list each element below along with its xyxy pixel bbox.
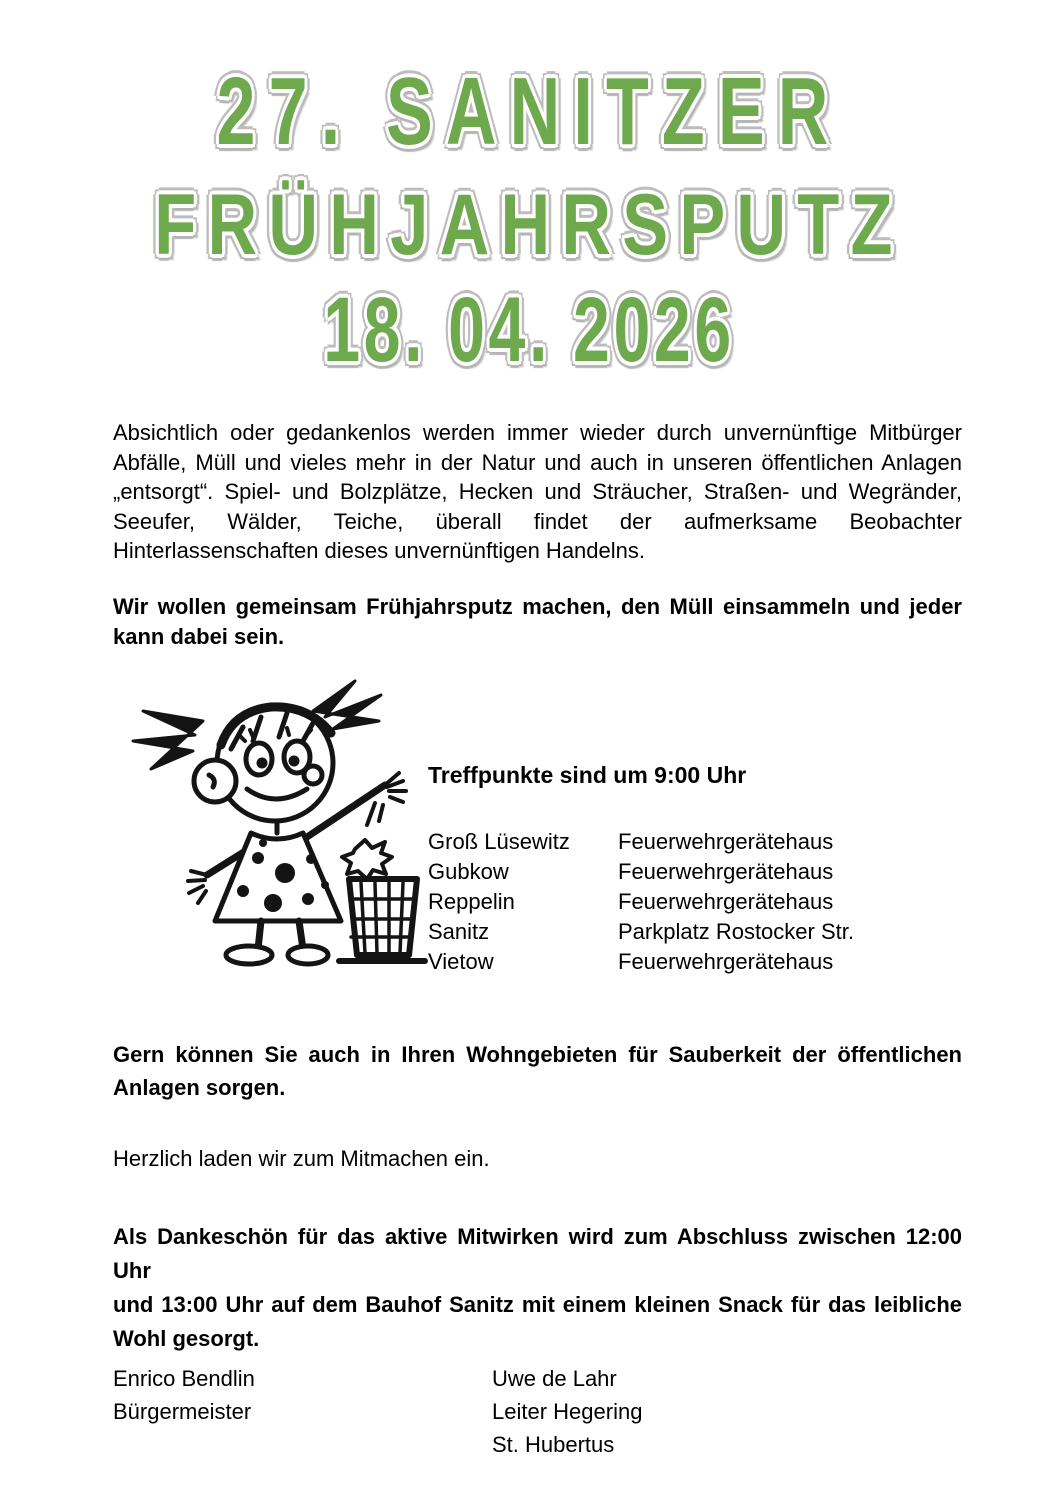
meeting-point: Feuerwehrgerätehaus xyxy=(618,829,834,854)
girl-throwing-litter-illustration xyxy=(103,663,433,968)
intro-line: Hinterlassenschaften dieses unvernünftigen Handelns. xyxy=(113,538,645,563)
tidy-line: Gern können Sie auch in Ihren Wohngebieten für Sauberkeit der öffentlichen xyxy=(113,1042,962,1067)
intro-line: Absichtlich oder gedankenlos werden immer wieder durch unvernünftige Mitbürger xyxy=(113,420,962,445)
meeting-point: Parkplatz Rostocker Str. xyxy=(618,919,854,944)
signature-right xyxy=(492,1362,642,1461)
signature-left xyxy=(113,1362,255,1428)
title-line-1: 27. SANITZER xyxy=(216,58,842,165)
meeting-table xyxy=(428,827,854,977)
invitation-line: Herzlich laden wir zum Mitmachen ein. xyxy=(113,1146,490,1171)
table-row xyxy=(428,887,854,917)
intro-line: Abfälle, Müll und vieles mehr in der Natur und auch in unseren öffentlichen Anlagen xyxy=(113,449,962,475)
intro-line: „entsorgt“. Spiel- und Bolzplätze, Hecken und Sträucher, Straßen- und Wegränder, xyxy=(113,479,962,504)
intro-line: Seeufer, Wälder, Teiche, überall findet der aufmerksame Beobachter xyxy=(113,508,962,534)
tidy-line: Anlagen sorgen. xyxy=(113,1075,286,1100)
meeting-point: Feuerwehrgerätehaus xyxy=(618,859,834,884)
signature-name: Enrico Bendlin xyxy=(113,1366,255,1391)
tidy-paragraph xyxy=(113,1038,962,1104)
meeting-place: Reppelin xyxy=(428,889,515,914)
table-row xyxy=(428,917,854,947)
thanks-line: Wohl gesorgt. xyxy=(113,1326,260,1351)
title-line-2: FRÜHJAHRSPUTZ xyxy=(154,177,904,273)
table-row xyxy=(428,857,854,887)
thanks-line: Als Dankeschön für das aktive Mitwirken wird zum Abschluss zwischen 12:00 Uhr xyxy=(113,1224,962,1283)
intro-paragraph xyxy=(113,418,962,566)
thanks-paragraph xyxy=(113,1220,962,1356)
signature-name: Uwe de Lahr xyxy=(492,1366,617,1391)
meeting-place: Vietow xyxy=(428,949,494,974)
meeting-place: Gubkow xyxy=(428,859,509,884)
table-row xyxy=(428,947,854,977)
meeting-point: Feuerwehrgerätehaus xyxy=(618,949,834,974)
table-row xyxy=(428,827,854,857)
meeting-point: Feuerwehrgerätehaus xyxy=(618,889,834,914)
meeting-place: Sanitz xyxy=(428,919,490,944)
thanks-line: und 13:00 Uhr auf dem Bauhof Sanitz mit einem kleinen Snack für das leibliche xyxy=(113,1292,962,1317)
invite-paragraph xyxy=(113,592,962,652)
signature-role: St. Hubertus xyxy=(492,1432,615,1457)
invite-line: Wir wollen gemeinsam Frühjahrsputz machen, den Müll einsammeln und jeder xyxy=(113,594,962,619)
meeting-place: Groß Lüsewitz xyxy=(428,829,570,854)
meeting-heading: Treffpunkte sind um 9:00 Uhr xyxy=(428,762,747,788)
signature-role: Leiter Hegering xyxy=(492,1399,643,1424)
invite-line: kann dabei sein. xyxy=(113,624,285,649)
signature-role: Bürgermeister xyxy=(113,1399,252,1424)
title-date: 18. 04. 2026 xyxy=(323,279,735,381)
